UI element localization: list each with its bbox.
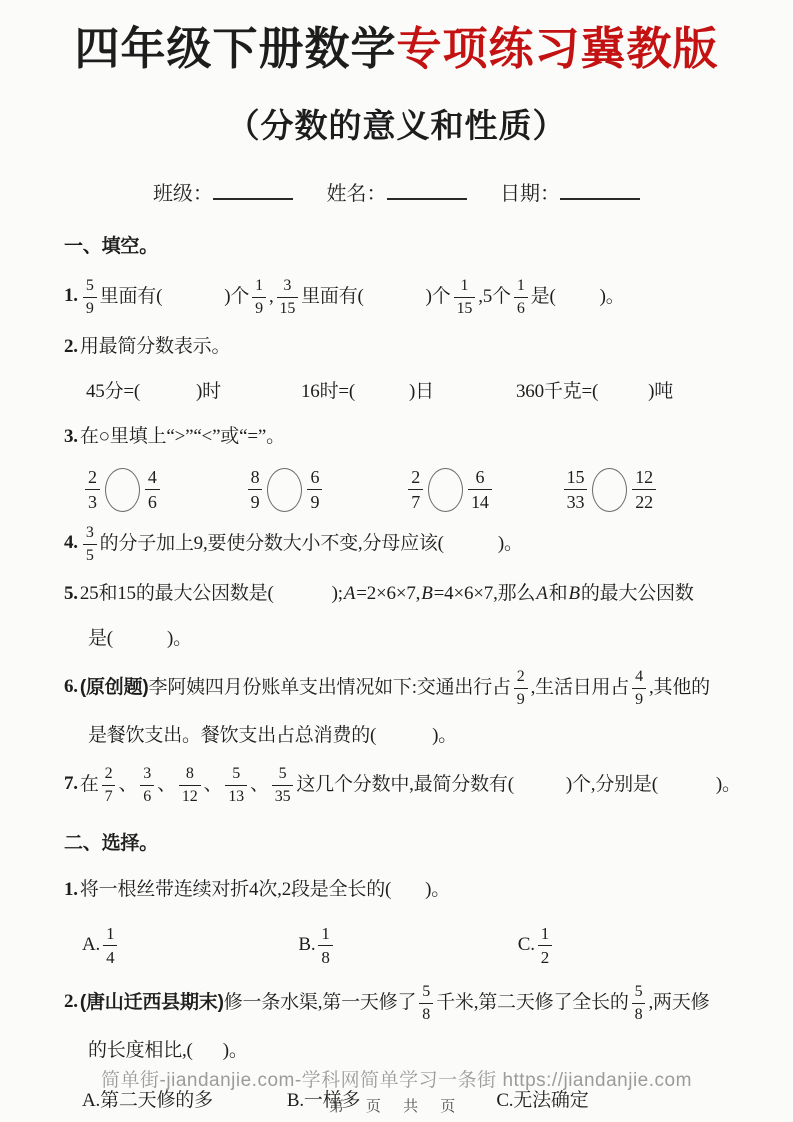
fraction-numerator: 6 — [475, 467, 485, 487]
text-run: ); — [331, 582, 343, 604]
fraction-numerator: 3 — [283, 276, 292, 294]
text-run: B — [421, 582, 433, 604]
text-run: 2. — [64, 335, 78, 357]
fraction-denominator: 9 — [632, 688, 646, 708]
fraction-numerator: 1 — [255, 276, 263, 294]
fraction-numerator: 5 — [278, 764, 287, 782]
text-run: C.无法确定 — [496, 1089, 589, 1111]
class-field — [153, 183, 293, 205]
text-run: 一、填空。 — [64, 235, 159, 257]
answer-blank — [336, 948, 518, 949]
date-label: 日期： — [500, 182, 561, 205]
text-run: , — [268, 285, 274, 307]
fraction-denominator: 3 — [85, 489, 100, 511]
fraction-numerator: 1 — [106, 923, 115, 943]
fraction — [454, 278, 476, 317]
text-run: =4×6×7,那么 — [433, 582, 536, 604]
fraction — [632, 984, 646, 1023]
text-run: A — [343, 582, 356, 604]
text-run: 25和15的最大公因数是( — [79, 582, 274, 604]
fraction-numerator: 2 — [88, 467, 97, 487]
text-run: 1. — [64, 878, 78, 900]
text-run: 360千克=( — [515, 380, 599, 402]
fraction — [538, 925, 552, 966]
text-run: 是( — [88, 627, 113, 649]
text-run: 、 — [118, 773, 138, 795]
text-run: (原创题) — [79, 676, 149, 698]
choice-q1-options — [64, 925, 743, 966]
section-1-header — [64, 232, 743, 262]
fraction-numerator: 2 — [411, 467, 421, 487]
answer-blank — [221, 396, 301, 397]
fraction — [248, 468, 263, 511]
fraction — [85, 468, 100, 511]
q2-conversion-row — [64, 377, 743, 407]
text-run: )。 — [222, 1039, 248, 1061]
fraction — [307, 468, 322, 511]
date-field — [500, 183, 640, 205]
text-run: ,其他的 — [648, 676, 710, 698]
answer-blank — [193, 1055, 223, 1056]
text-run: 是( — [530, 285, 556, 307]
fraction-denominator: 5 — [83, 544, 97, 564]
fraction-denominator: 9 — [252, 297, 266, 317]
text-run: )。 — [425, 878, 451, 900]
answer-blank — [162, 300, 224, 301]
worksheet-lines — [0, 232, 793, 1116]
student-info-row — [0, 177, 793, 206]
fraction — [419, 984, 433, 1023]
text-run: )。 — [599, 285, 625, 307]
fraction-numerator: 15 — [566, 467, 585, 487]
fraction-denominator: 33 — [564, 489, 588, 511]
answer-blank — [140, 396, 196, 397]
text-run: )。 — [166, 627, 192, 649]
text-run: )日 — [409, 380, 434, 402]
text-run: 、 — [203, 773, 223, 795]
text-run: B — [568, 582, 580, 604]
text-run: 和 — [548, 582, 568, 604]
text-run: 的分子加上9,要使分数大小不变,分母应该( — [99, 532, 444, 554]
text-run: 在○里填上“>”“<”或“=”。 — [79, 425, 285, 447]
page-title-black: 四年级下册数学 — [74, 23, 397, 74]
name-label: 姓名： — [326, 182, 387, 205]
text-run: )个,分别是( — [565, 773, 658, 795]
answer-blank — [598, 396, 648, 397]
fraction-denominator: 12 — [179, 785, 201, 805]
answer-blank — [391, 894, 425, 895]
fraction — [252, 278, 266, 317]
answer-blank — [274, 598, 332, 599]
class-label: 班级： — [152, 182, 213, 205]
fraction-numerator: 2 — [516, 667, 525, 685]
fraction-numerator: 8 — [250, 467, 260, 487]
fraction-numerator: 5 — [85, 276, 94, 294]
text-run: 在 — [79, 773, 99, 795]
fraction — [83, 278, 97, 317]
fraction-denominator: 8 — [419, 1003, 433, 1023]
fraction-numerator: 5 — [422, 982, 431, 1000]
fraction-numerator: 5 — [232, 764, 241, 782]
text-run: 千米,第二天修了全长的 — [436, 991, 629, 1013]
fraction-denominator: 8 — [318, 945, 332, 966]
date-blank — [560, 183, 640, 200]
text-run: )时 — [196, 380, 221, 402]
text-run: A. — [82, 933, 101, 955]
text-run: 、 — [157, 773, 176, 795]
fraction-denominator: 15 — [454, 297, 476, 317]
page-title-red: 专项练习冀教版 — [396, 23, 719, 74]
compare-circle — [105, 468, 140, 512]
fraction — [277, 278, 299, 317]
fraction-denominator: 14 — [468, 489, 492, 511]
text-run: (唐山迁西县期末) — [79, 991, 224, 1013]
text-run: 的长度相比,( — [88, 1039, 193, 1061]
fraction — [140, 766, 154, 805]
text-run: 将一根丝带连续对折4次,2段是全长的( — [79, 878, 392, 900]
answer-blank — [658, 788, 716, 789]
text-run: 用最简分数表示。 — [79, 335, 231, 357]
fraction-numerator: 4 — [147, 467, 157, 487]
fraction — [102, 766, 116, 805]
q2-line — [64, 332, 743, 362]
fraction-numerator: 1 — [460, 276, 469, 294]
text-run: ,5个 — [478, 285, 511, 307]
text-run: 是餐饮支出。餐饮支出占总消费的( — [88, 724, 377, 746]
fraction — [225, 766, 247, 805]
text-run: C. — [517, 933, 535, 955]
fraction-numerator: 12 — [635, 467, 653, 487]
fraction — [83, 525, 97, 564]
fraction-numerator: 3 — [85, 523, 94, 541]
fraction-numerator: 8 — [185, 764, 194, 782]
fraction — [564, 468, 588, 511]
fraction-denominator: 4 — [103, 945, 117, 966]
fraction-numerator: 6 — [310, 467, 320, 487]
text-run: 3. — [64, 425, 78, 447]
fraction-numerator: 4 — [635, 667, 643, 685]
text-run: )。 — [432, 724, 458, 746]
q3-compare-row — [64, 468, 743, 512]
text-run: B.一样多 — [286, 1089, 361, 1111]
text-run: ,两天修 — [648, 991, 710, 1013]
text-run: 45分=( — [86, 380, 141, 402]
answer-blank — [120, 948, 298, 949]
text-run: 4. — [64, 532, 78, 554]
fraction-numerator: 1 — [321, 923, 330, 943]
text-run: )。 — [715, 773, 741, 795]
fraction-denominator: 6 — [140, 785, 154, 805]
text-run: 5. — [64, 582, 78, 604]
fraction-numerator: 1 — [516, 276, 525, 294]
text-run: 修一条水渠,第一天修了 — [223, 991, 417, 1013]
answer-blank — [113, 643, 167, 644]
answer-blank — [514, 788, 566, 789]
name-blank — [387, 183, 467, 200]
fraction-denominator: 7 — [102, 785, 116, 805]
q4-line — [64, 525, 743, 564]
answer-blank — [434, 396, 516, 397]
text-run: 、 — [249, 773, 269, 795]
compare-circle — [267, 468, 302, 512]
fraction-denominator: 9 — [248, 489, 263, 511]
page-title — [0, 24, 793, 74]
page-subtitle: （分数的意义和性质） — [226, 106, 567, 144]
text-run: 二、选择。 — [64, 832, 159, 854]
text-run: 的最大公因数 — [580, 582, 694, 604]
footer-site-line: 简单街-jiandanjie.com-学科网简单学习一条街 https://jiandanjie.com — [101, 1070, 692, 1091]
text-run: )吨 — [648, 380, 674, 402]
fraction-denominator: 9 — [307, 489, 322, 511]
q5-line-2 — [64, 624, 743, 654]
choice-q2-line-2 — [64, 1036, 743, 1066]
answer-blank — [355, 396, 409, 397]
text-run: 1. — [64, 285, 78, 307]
text-run: =2×6×7, — [356, 582, 421, 604]
fraction — [103, 925, 117, 966]
text-run: 李阿姨四月份账单支出情况如下:交通出行占 — [148, 676, 511, 698]
text-run: B. — [298, 933, 316, 955]
q3-line — [64, 422, 743, 452]
compare-circle — [592, 468, 627, 512]
fraction — [632, 669, 646, 708]
fraction-numerator: 5 — [634, 982, 643, 1000]
fraction-denominator: 2 — [538, 945, 552, 966]
fraction-denominator: 7 — [408, 489, 423, 511]
fraction-numerator: 3 — [143, 764, 152, 782]
fraction-denominator: 15 — [277, 297, 299, 317]
text-run: 16时=( — [300, 380, 356, 402]
fraction — [145, 468, 160, 511]
fraction — [514, 278, 528, 317]
fraction — [179, 766, 201, 805]
answer-blank — [444, 547, 498, 548]
name-field — [327, 183, 467, 205]
footer-page-line: 第 页 共 页 — [328, 1098, 465, 1115]
fraction — [318, 925, 332, 966]
text-run: A.第二天修的多 — [82, 1089, 213, 1111]
fraction-denominator: 35 — [272, 785, 294, 805]
text-run: ,生活日用占 — [530, 676, 630, 698]
text-run: )个 — [224, 285, 250, 307]
fraction-denominator: 22 — [632, 489, 656, 511]
fraction — [632, 468, 656, 511]
text-run: 里面有( — [301, 285, 364, 307]
fraction — [272, 766, 294, 805]
fraction-denominator: 9 — [514, 688, 528, 708]
fraction-denominator: 6 — [145, 489, 160, 511]
text-run: 里面有( — [99, 285, 163, 307]
answer-blank — [325, 493, 405, 494]
q6-line-2 — [64, 721, 743, 751]
fraction-numerator: 1 — [540, 923, 550, 943]
q6-line-1 — [64, 669, 743, 708]
answer-blank — [495, 493, 561, 494]
text-run: )个 — [425, 285, 451, 307]
text-run: 6. — [64, 676, 78, 698]
fraction-denominator: 13 — [225, 785, 247, 805]
answer-blank — [376, 740, 432, 741]
fraction — [514, 669, 528, 708]
text-run: A — [536, 582, 548, 604]
answer-blank — [163, 493, 245, 494]
answer-blank — [364, 300, 426, 301]
choice-q2-line-1 — [64, 984, 743, 1023]
fraction-denominator: 9 — [83, 297, 97, 317]
text-run: 2. — [64, 991, 78, 1013]
section-2-header — [64, 829, 743, 859]
text-run: )。 — [497, 532, 523, 554]
text-run: 这几个分数中,最简分数有( — [296, 773, 514, 795]
compare-circle — [428, 468, 463, 512]
q7-line — [64, 766, 743, 805]
fraction — [408, 468, 423, 511]
answer-blank — [556, 300, 600, 301]
class-blank — [213, 183, 293, 200]
fraction-denominator: 8 — [632, 1003, 646, 1023]
q5-line-1 — [64, 579, 743, 609]
fraction-denominator: 6 — [514, 297, 528, 317]
choice-q1-line — [64, 875, 743, 905]
q1-line — [64, 278, 743, 317]
text-run: 7. — [64, 773, 78, 795]
fraction-numerator: 2 — [104, 764, 113, 782]
fraction — [468, 468, 492, 511]
